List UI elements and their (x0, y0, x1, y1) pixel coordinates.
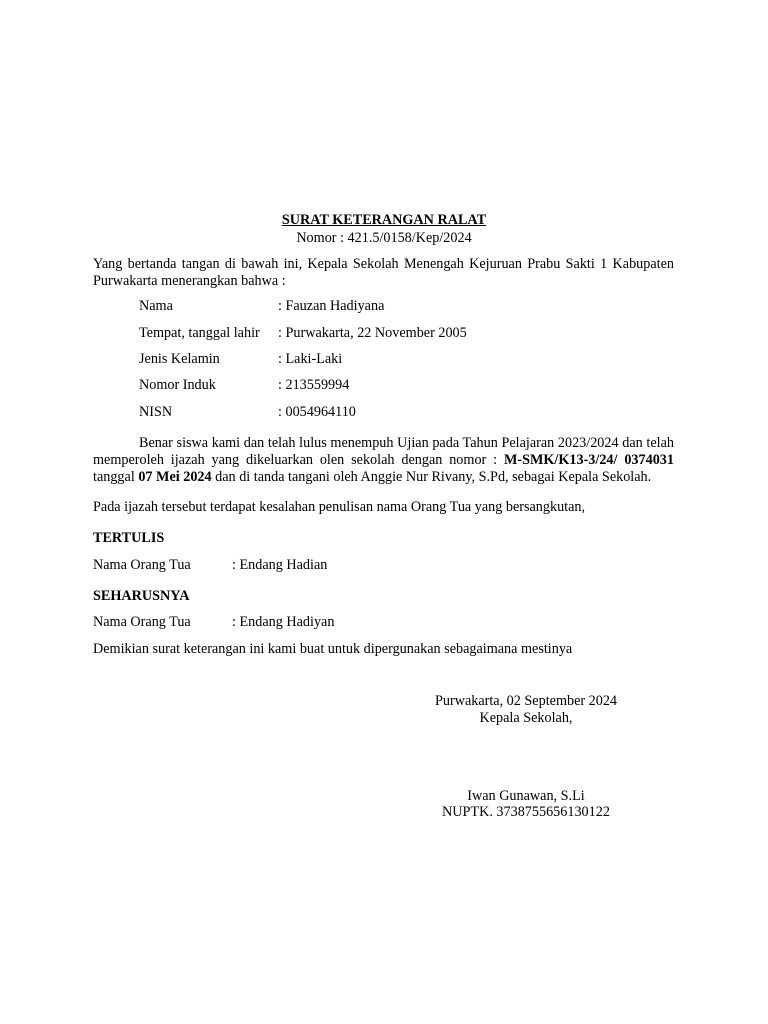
seharusnya-value: : Endang Hadiyan (232, 614, 335, 630)
field-label-nama: Nama (139, 298, 173, 314)
tertulis-label: Nama Orang Tua (93, 557, 191, 573)
intro-paragraph: Yang bertanda tangan di bawah ini, Kepala Sekolah Menengah Kejuruan Prabu Sakti 1 Kabupaten Purwakarta menerangkan bahwa : (93, 256, 674, 289)
signer-nuptk: NUPTK. 3738755656130122 (442, 804, 610, 820)
field-label-gender: Jenis Kelamin (139, 351, 220, 367)
field-value-nomor-induk: : 213559994 (278, 377, 350, 393)
ijazah-date: 07 Mei 2024 (138, 469, 212, 485)
statement-part1: Benar siswa kami dan telah lulus menempuh Ujian pada Tahun Pelajaran 2023/2024 dan telah memperoleh ijazah yang dikeluarkan olen sekolah dengan nomor : (93, 435, 674, 468)
field-value-ttl: : Purwakarta, 22 November 2005 (278, 325, 467, 341)
signature-place-date: Purwakarta, 02 September 2024 (434, 693, 618, 709)
statement-paragraph (93, 435, 674, 486)
ijazah-number: M-SMK/K13-3/24/ 0374031 (503, 452, 674, 468)
signature-position: Kepala Sekolah, (479, 710, 573, 726)
field-label-nisn: NISN (139, 404, 173, 420)
closing-text: Demikian surat keterangan ini kami buat untuk dipergunakan sebagaimana mestinya (93, 641, 573, 657)
field-value-gender: : Laki-Laki (278, 351, 343, 367)
field-label-ttl: Tempat, tanggal lahir (139, 325, 260, 341)
statement-part2: tanggal (93, 469, 139, 485)
seharusnya-heading: SEHARUSNYA (93, 588, 190, 604)
tertulis-heading: TERTULIS (93, 530, 165, 546)
statement-part3: dan di tanda tangani oleh Anggie Nur Rivany, S.Pd, sebagai Kepala Sekolah. (211, 469, 652, 485)
letter-number: Nomor : 421.5/0158/Kep/2024 (296, 230, 472, 246)
letter-title: SURAT KETERANGAN RALAT (281, 212, 487, 228)
field-label-nomor-induk: Nomor Induk (139, 377, 216, 393)
field-value-nama: : Fauzan Hadiyana (278, 298, 385, 314)
signer-name: Iwan Gunawan, S.Li (467, 788, 585, 804)
error-note: Pada ijazah tersebut terdapat kesalahan penulisan nama Orang Tua yang bersangkutan, (93, 499, 586, 515)
tertulis-value: : Endang Hadian (232, 557, 328, 573)
seharusnya-label: Nama Orang Tua (93, 614, 191, 630)
field-value-nisn: : 0054964110 (278, 404, 356, 420)
